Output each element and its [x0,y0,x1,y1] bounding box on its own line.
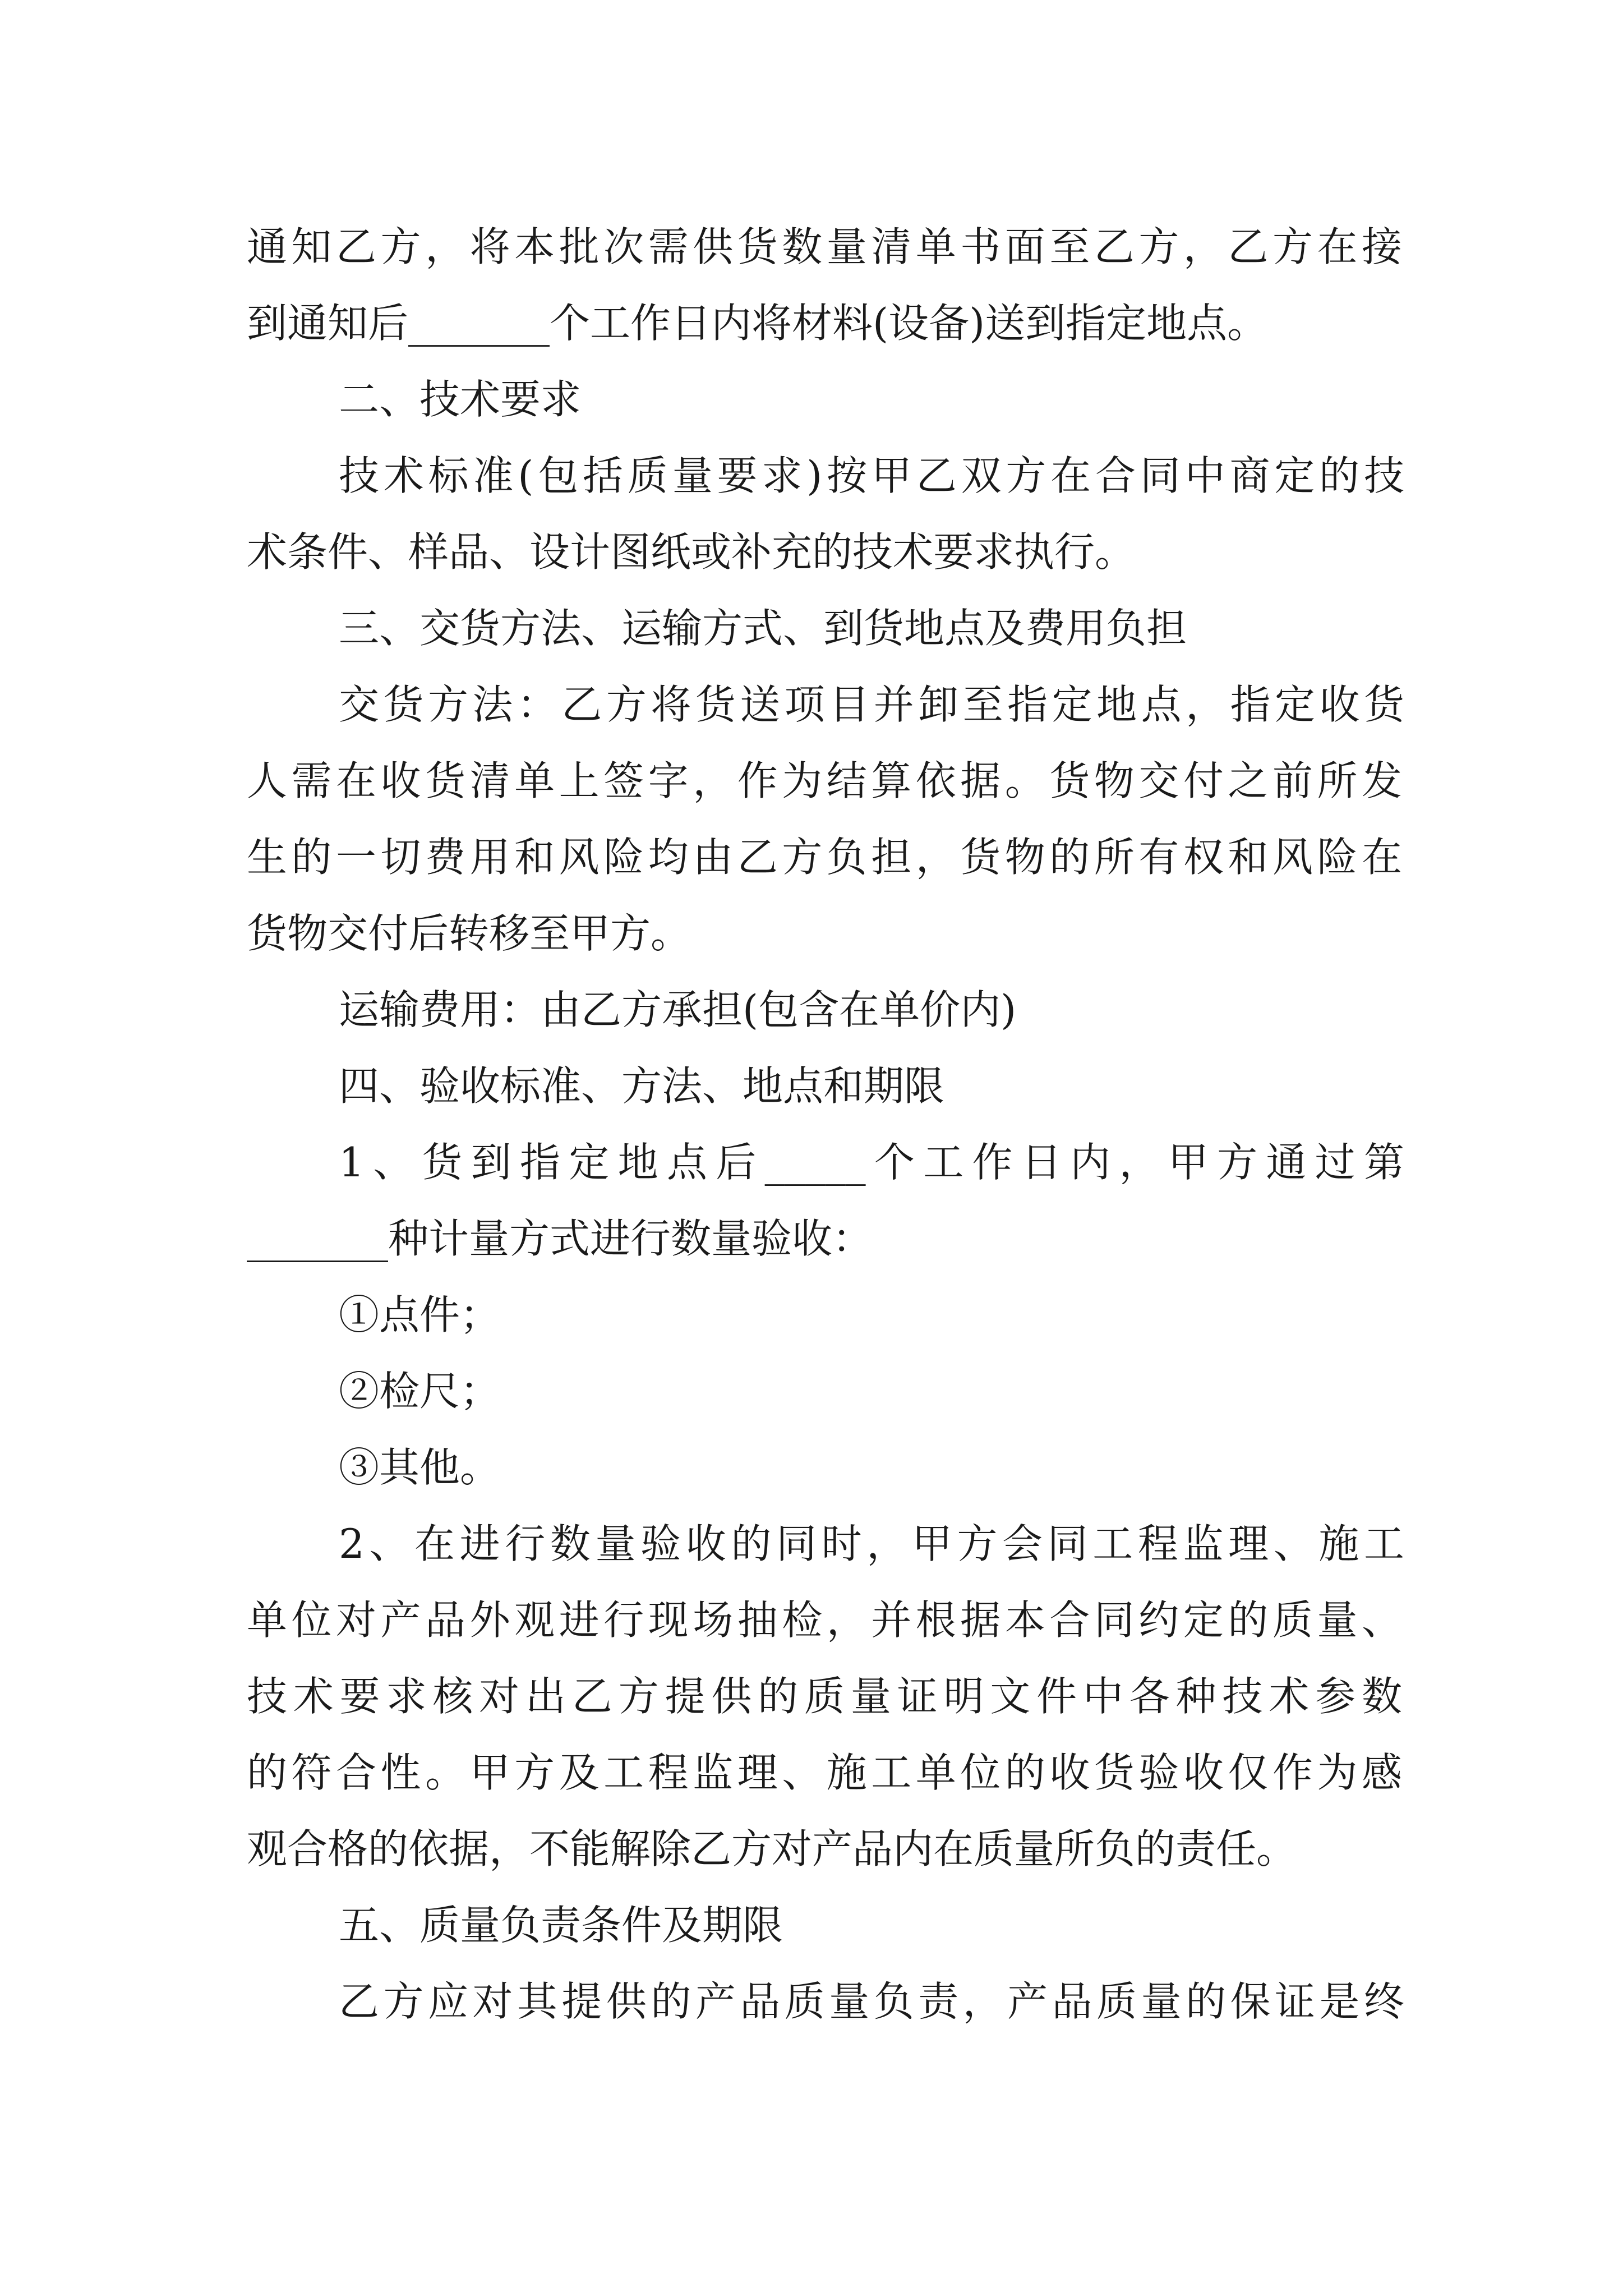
paragraph-line: _______种计量方式进行数量验收： [247,1215,873,1262]
section-heading: 四、验收标准、方法、地点和期限 [339,1062,945,1110]
paragraph-line: 货物交付后转移至甲方。 [247,910,691,957]
paragraph-line: 乙方应对其提供的产品质量负责，产品质量的保证是终 [339,1978,1404,2025]
section-heading: 五、质量负责条件及期限 [339,1902,783,1949]
paragraph-line: 技术标准(包括质量要求)按甲乙双方在合同中商定的技 [339,452,1404,499]
section-heading: 三、交货方法、运输方式、到货地点及费用负担 [339,605,1187,652]
list-item: 1、货到指定地点后_____个工作日内，甲方通过第 [339,1139,1404,1186]
section-heading: 二、技术要求 [339,376,582,423]
paragraph-line: 术条件、样品、设计图纸或补充的技术要求执行。 [247,528,1136,576]
paragraph-line: 观合格的依据，不能解除乙方对产品内在质量所负的责任。 [247,1825,1297,1872]
paragraph-line: 的符合性。甲方及工程监理、施工单位的收货验收仅作为感 [247,1749,1402,1796]
list-item: ①点件； [339,1291,501,1338]
paragraph-line: 技术要求核对出乙方提供的质量证明文件中各种技术参数 [247,1673,1402,1720]
paragraph-line: 人需在收货清单上签字，作为结算依据。货物交付之前所发 [247,757,1402,804]
paragraph-line: 运输费用：由乙方承担(包含在单价内) [339,986,1017,1033]
paragraph-line: 生的一切费用和风险均由乙方负担，货物的所有权和风险在 [247,834,1402,881]
list-item: 2、在进行数量验收的同时，甲方会同工程监理、施工 [339,1520,1404,1567]
paragraph-line: 单位对产品外观进行现场抽检，并根据本合同约定的质量、 [247,1596,1402,1644]
paragraph-line: 到通知后_______个工作日内将材料(设备)送到指定地点。 [247,300,1268,347]
list-item: ③其他。 [339,1444,501,1491]
list-item: ②检尺； [339,1368,501,1415]
paragraph-line: 通知乙方，将本批次需供货数量清单书面至乙方，乙方在接 [247,223,1402,270]
paragraph-line: 交货方法：乙方将货送项目并卸至指定地点，指定收货 [339,681,1404,728]
